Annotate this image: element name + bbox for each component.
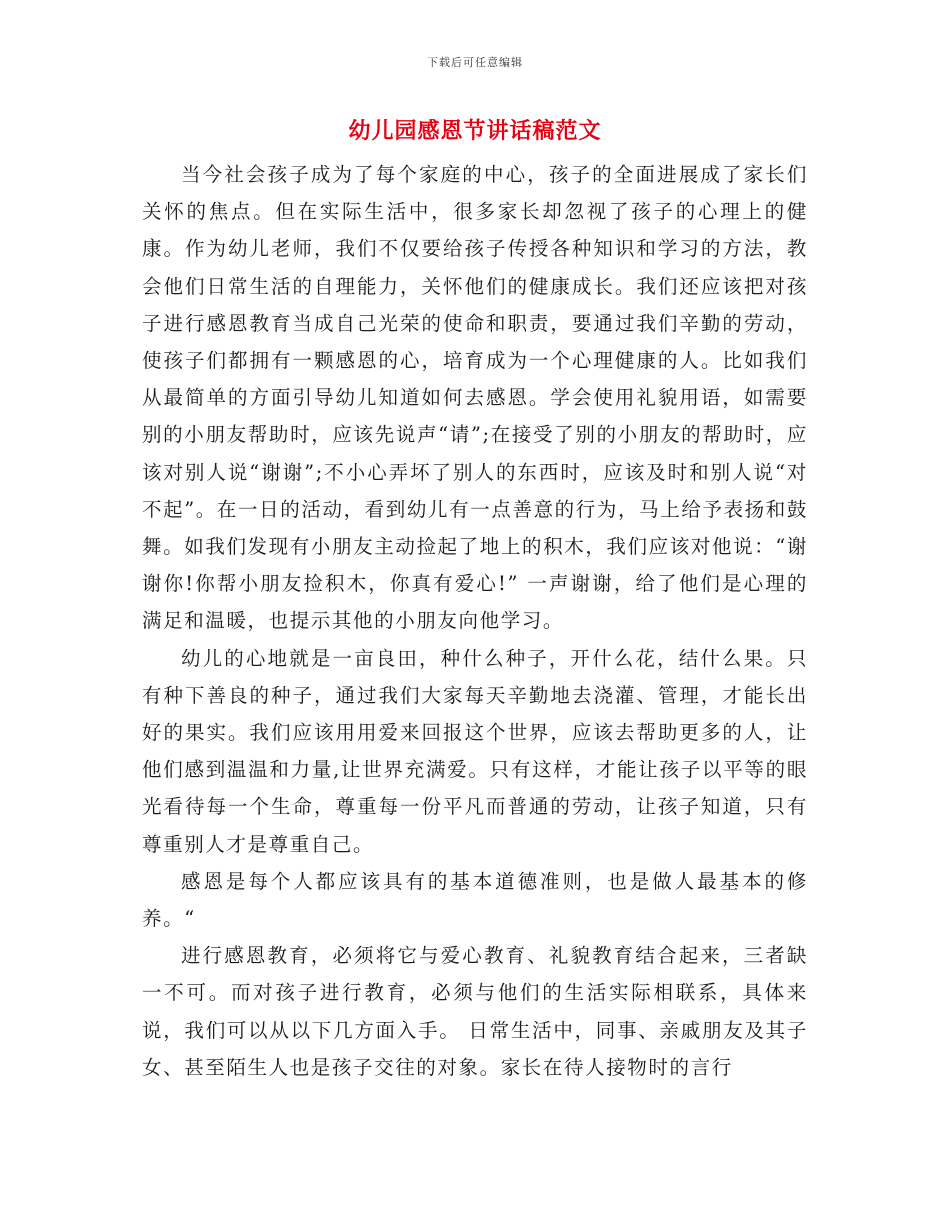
- document-body: [142, 156, 808, 1086]
- paragraph: 当今社会孩子成为了每个家庭的中心，孩子的全面进展成了家长们关怀的焦点。但在实际生活中，很多家长却忽视了孩子的心理上的健康。作为幼儿老师，我们不仅要给孩子传授各种知识和学习的方法，教会他们日常生活的自理能力，关怀他们的健康成长。我们还应该把对孩子进行感恩教育当成自己光荣的使命和职责，要通过我们辛勤的劳动，使孩子们都拥有一颗感恩的心，培育成为一个心理健康的人。比如我们从最简单的方面引导幼儿知道如何去感恩。学会使用礼貌用语，如需要别的小朋友帮助时，应该先说声“请”;在接受了别的小朋友的帮助时，应该对别人说“谢谢”;不小心弄坏了别人的东西时，应该及时和别人说“对不起”。在一日的活动，看到幼儿有一点善意的行为，马上给予表扬和鼓舞。如我们发现有小朋友主动捡起了地上的积木，我们应该对他说：“谢谢你!你帮小朋友捡积木，你真有爱心!” 一声谢谢，给了他们是心理的满足和温暖，也提示其他的小朋友向他学习。: [142, 163, 808, 633]
- document-title: 幼儿园感恩节讲话稿范文: [348, 118, 602, 144]
- paragraph: 进行感恩教育，必须将它与爱心教育、礼貌教育结合起来，三者缺一不可。而对孩子进行教育，必须与他们的生活实际相联系，具体来说，我们可以从以下几方面入手。 日常生活中，同事、亲戚朋友及其子女、甚至陌生人也是孩子交往的对象。家长在待人接物时的言行: [142, 944, 808, 1079]
- header-note: 下载后可任意编辑: [427, 56, 523, 69]
- paragraph: 感恩是每个人都应该具有的基本道德准则，也是做人最基本的修养。“: [142, 869, 808, 931]
- paragraph: 幼儿的心地就是一亩良田，种什么种子，开什么花，结什么果。只有种下善良的种子，通过我们大家每天辛勤地去浇灌、管理，才能长出好的果实。我们应该用用爱来回报这个世界，应该去帮助更多的人，让他们感到温温和力量,让世界充满爱。只有这样，才能让孩子以平等的眼光看待每一个生命，尊重每一份平凡而普通的劳动，让孩子知道，只有尊重别人才是尊重自己。: [142, 646, 808, 856]
